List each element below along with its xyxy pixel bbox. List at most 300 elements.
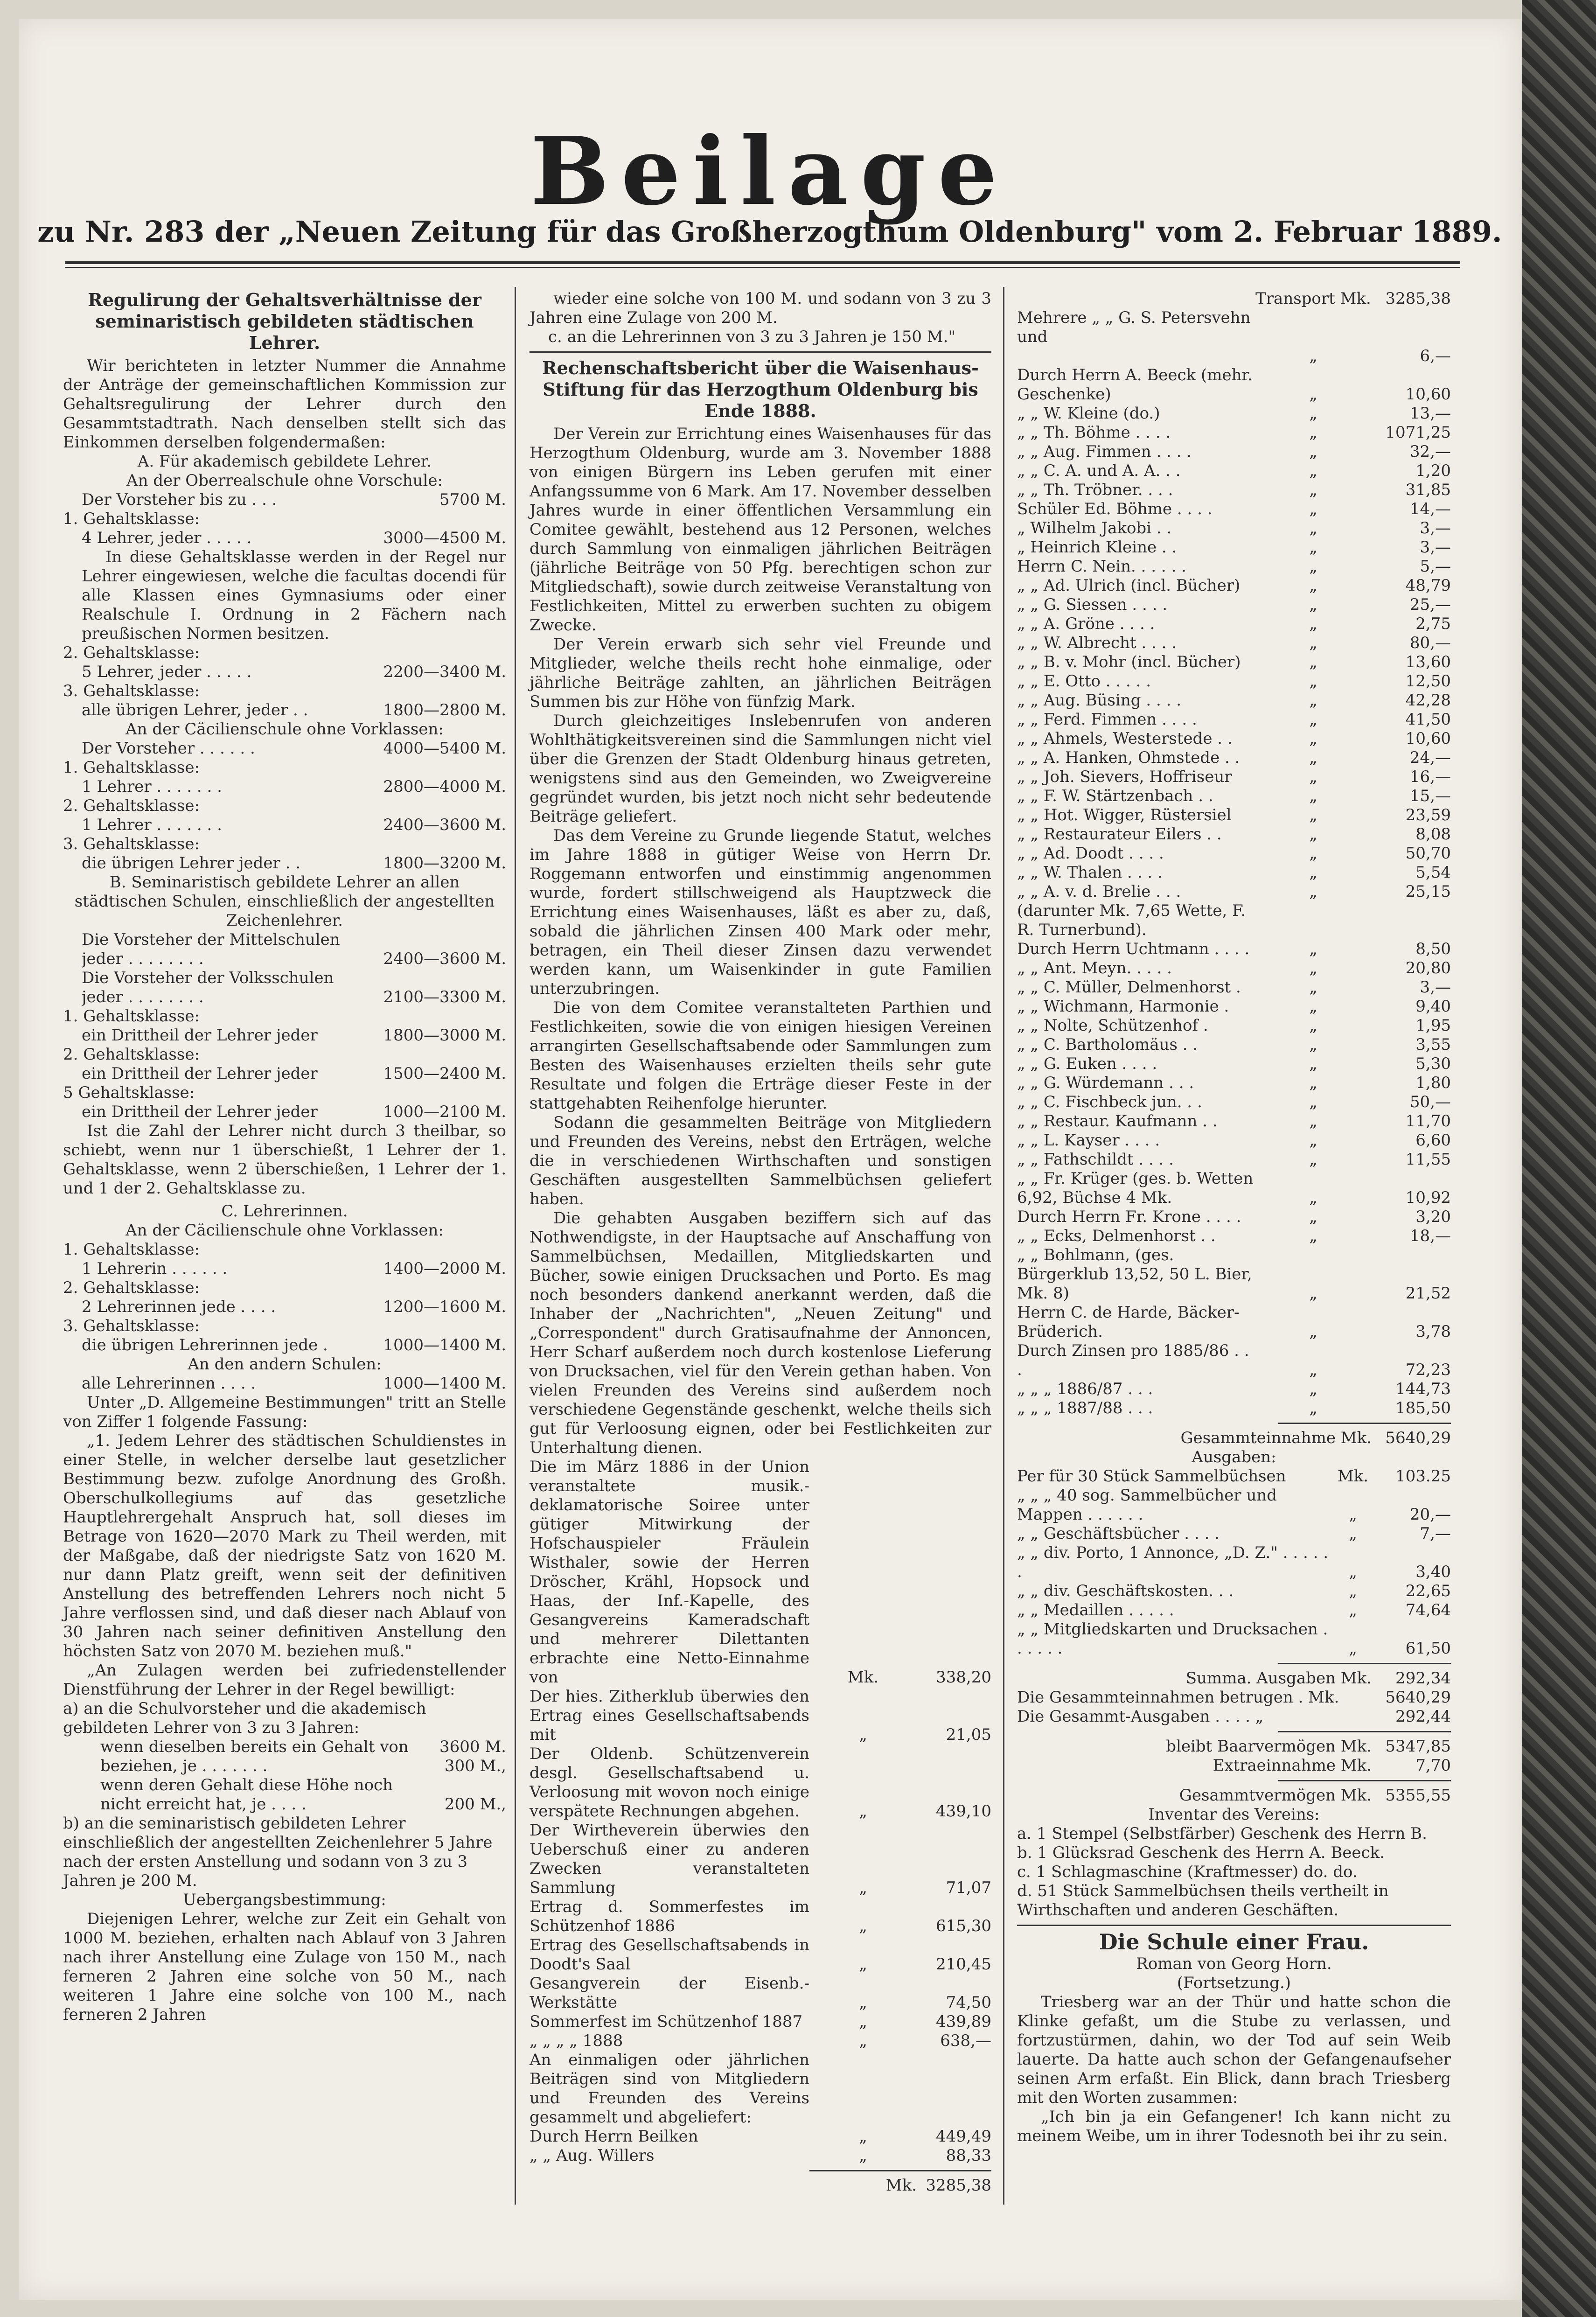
ledger-label: „ „ W. Kleine (do.) [1017,404,1160,423]
ledger-row [1017,1543,1451,1582]
ledger-amount: 23,59 [1405,806,1451,824]
income-entry [530,1821,991,1898]
total-row: Mk. 3285,38 [885,2176,991,2195]
ledger-label: „ „ C. Fischbeck jun. . . [1017,1093,1202,1111]
ledger-row [1017,1112,1451,1131]
ledger-label: „ „ Ahmels, Westerstede . . [1017,729,1233,748]
ledger-label: „ „ F. W. Stärtzenbach . . [1017,787,1213,805]
ledger-amount: 13,60 [1405,653,1451,671]
ledger-label: „ „ Mitgliedskarten und Drucksachen . . . . . . [1017,1620,1328,1658]
ledger-label: „ „ Ant. Meyn. . . . . [1017,959,1172,977]
ledger-row [1017,423,1451,442]
entry-amount: 71,07 [946,1878,991,1897]
ledger-amount: 42,28 [1405,691,1451,710]
ledger-amount: 41,50 [1405,710,1451,729]
article-heading-salaries: Regulirung der Gehaltsverhältnisse der seminaristisch gebildeten städtischen Lehrer. [88,289,481,353]
ledger-label: „ „ E. Otto . . . . . [1017,672,1151,691]
salary-class: 1. Gehaltsklasse: [63,1007,200,1026]
ledger-unit: „ [1309,1150,1317,1169]
donation-rows [1017,289,1451,1418]
section-subheading: An der Oberrealschule ohne Vorschule: [126,471,443,490]
ledger-amount: 22,65 [1405,1582,1451,1600]
ledger-row [1017,1467,1451,1486]
page-subtitle: zu Nr. 283 der „Neuen Zeitung für das Großherzogthum Oldenburg" vom 2. Februar 1889. [37,215,1502,249]
ledger-amount: 3,— [1420,519,1451,537]
entry-text: Ertrag d. Sommerfestes im Schützenhof 1886 [530,1898,809,1935]
ledger-row [1017,959,1451,978]
story-title: Die Schule einer Frau. [1099,1929,1369,1954]
paragraph: Die von dem Comitee veranstalteten Parthien und Festlichkeiten, sowie die von einigen hiesigen Vereinen arrangirten Gesellschaftsabende oder Sammlungen zum Besten des Waisenhauses erzielten theils sehr gute Resultate und folgen die Erträge dieser Feste in der stattgehabten Reihenfolge hierunter. [530,998,991,1113]
salary-text: wenn deren Gehalt diese Höhe noch [100,1776,393,1794]
income-entry [530,1898,991,1936]
ledger-unit: „ [1309,461,1317,480]
salary-class: 3. Gehaltsklasse: [63,682,200,700]
ledger-row [1017,1246,1451,1303]
ledger-amount: 5,54 [1415,863,1451,882]
entry-unit: „ [859,1725,867,1744]
entry-unit: „ [859,1878,867,1897]
entry-amount: 21,05 [946,1725,991,1744]
ledger-unit: „ [1309,1399,1317,1417]
entry-amount: 74,50 [946,1993,991,2012]
inventory-item: a. 1 Stempel (Selbstfärber) Geschenk des Herrn B. [1017,1824,1427,1843]
income-entry [530,1458,991,1687]
expense-total-row: Summa. Ausgaben Mk. 292,34 [1185,1669,1451,1688]
ledger-row [1017,1486,1451,1524]
ledger-row [1017,672,1451,691]
ledger-row [1017,1303,1451,1341]
ledger-label: „ „ W. Thalen . . . . [1017,863,1163,882]
ledger-amount: 25,— [1409,595,1451,614]
salary-class: 3. Gehaltsklasse: [63,1317,200,1335]
ledger-amount: 1,20 [1415,461,1451,480]
ledger-amount: 14,— [1409,500,1451,518]
salary-class: 3. Gehaltsklasse: [63,835,200,853]
entry-text: Gesangverein der Eisenb.-Werkstätte [530,1974,809,2012]
ledger-label: „ „ G. Euken . . . . [1017,1054,1157,1073]
income-entry [530,1974,991,2012]
ledger-label: „ „ Nolte, Schützenhof . [1017,1016,1208,1035]
divider [1278,1663,1451,1664]
ledger-row [1017,595,1451,614]
entry-text: Der Wirtheverein überwies den Ueberschuß einer zu anderen Zwecken veranstalteten Sammlung [530,1821,809,1897]
ledger-label: „ „ G. Würdemann . . . [1017,1074,1194,1092]
income-entry [530,2031,991,2051]
ledger-row [1017,538,1451,557]
ledger-unit: „ [1349,1563,1357,1581]
section-subheading: Uebergangsbestimmung: [183,1891,386,1909]
salary-row: ein Drittheil der Lehrer jeder 1800—3000 M. [82,1026,506,1045]
ledger-row [1017,882,1451,901]
section-subheading: An den andern Schulen: [188,1355,382,1374]
ledger-unit: „ [1309,672,1317,691]
ledger-row [1017,1620,1451,1658]
ledger-unit: „ [1309,519,1317,537]
ledger-amount: 9,40 [1415,997,1451,1016]
ledger-label: „ „ C. Bartholomäus . . [1017,1035,1198,1054]
ledger-amount: 11,55 [1405,1150,1451,1169]
paragraph: Ist die Zahl der Lehrer nicht durch 3 theilbar, so schiebt, wenn nur 1 überschießt, 1 Lehrer der 1. Gehaltsklasse, wenn 2 überschießen, 1 Lehrer der 1. und 1 der 2. Gehaltsklasse zu. [63,1122,506,1198]
entry-unit: „ [859,1917,867,1935]
ledger-amount: 3,40 [1415,1563,1451,1581]
ledger-row [1017,557,1451,576]
salary-class: 1. Gehaltsklasse: [63,509,200,528]
ledger-row [1017,1524,1451,1543]
ledger-unit: „ [1309,882,1317,901]
ledger-unit: „ [1309,748,1317,767]
ledger-unit: „ [1309,1054,1317,1073]
ledger-unit: „ [1349,1524,1357,1543]
income-entry [530,1745,991,1821]
paragraph: Der Verein zur Errichtung eines Waisenhauses für das Herzogthum Oldenburg, wurde am 3. November 1888 von einigen Bürgern ins Leben gerufen mit einer Anfangssumme von 6 Mark. Am 17. November desselben Jahres wurde in einer öffentlichen Versammlung ein Comitee gewählt, bestehend aus 12 Personen, welches durch Sammlung von einmaligen jährlichen Beiträgen (jährliche Beiträge von 50 Pfg. berechtigen schon zur Mitgliedschaft), sowie durch zeitweise Veranstaltung von Festlichkeiten, Mittel zu erwerben suchten zu obigem Zwecke. [530,425,991,635]
ledger-amount: 185,50 [1395,1399,1451,1417]
story-continuation: (Fortsetzung.) [1177,1974,1291,1992]
ledger-amount: 74,64 [1405,1601,1451,1619]
ledger-unit: „ [1309,1284,1317,1303]
ledger-amount: 21,52 [1405,1284,1451,1303]
ledger-label: „ „ Ad. Ulrich (incl. Bücher) [1017,576,1241,595]
section-heading: A. Für akademisch gebildete Lehrer. [137,452,432,471]
ledger-row [1017,787,1451,806]
ledger-row [1017,1074,1451,1093]
ledger-row [1017,1399,1451,1418]
paragraph: Die gehabten Ausgaben beziffern sich auf das Nothwendigste, in der Hauptsache auf Anschaffung von Sammelbüchsen, Medaillen, Mitgliedskarten und Bücher, sowie einigen Drucksachen und Porto. Es mag noch besonders dankend anerkannt werden, daß die Inhaber der „Nachrichten", „Neuen Zeitung" und „Correspondent" durch Gratisaufnahme der Annoncen, Herr Scharf außerdem noch durch kostenlose Lieferung von Drucksachen, viel für den Verein gethan haben. Von vielen Freunden des Vereins sind außerdem noch verschiedene Gegenstände geschenkt, welche theils sich gut für Verloosung eignen, oder bei Festlichkeiten zur Unterhaltung dienen. [530,1209,991,1457]
ledger-row [1017,576,1451,595]
inventory-item: d. 51 Stück Sammelbüchsen theils vertheilt in Wirthschaften und anderen Geschäften. [1017,1882,1389,1919]
salary-row: beziehen, je . . . . . . . 300 M., [100,1757,506,1775]
ledger-unit: „ [1309,940,1317,958]
ledger-label: „ „ B. v. Mohr (incl. Bücher) [1017,653,1241,671]
income-entry [530,1936,991,1974]
ledger-amount: 1,95 [1415,1016,1451,1035]
ledger-unit: „ [1309,806,1317,824]
ledger-unit: „ [1349,1601,1357,1619]
ledger-unit: „ [1309,1227,1317,1245]
salary-row: 2 Lehrerinnen jede . . . . 1200—1600 M. [82,1298,506,1316]
paragraph: „An Zulagen werden bei zufriedenstellender Dienstführung der Lehrer in der Regel bewilligt: [63,1661,506,1699]
ledger-unit: „ [1309,825,1317,844]
entry-unit: „ [859,1955,867,1974]
ledger-label: „ „ Ad. Doodt . . . . [1017,844,1164,863]
ledger-amount: 6,— [1420,347,1451,365]
entry-amount: 88,33 [946,2146,991,2165]
paragraph: Durch gleichzeitiges Inslebenrufen von anderen Wohlthätigkeitsvereinen sind die Sammlungen nicht viel über die Grenzen der Stadt Oldenburg hinaus getreten, wenigstens sind aus den Gemeinden, wo Zweigvereine gegründet wurden, bis jetzt noch nicht sehr bedeutende Beiträge geliefert. [530,712,991,826]
ledger-unit: „ [1309,1074,1317,1092]
salary-row: ein Drittheil der Lehrer jeder 1500—2400 M. [82,1064,506,1083]
salary-row: die übrigen Lehrer jeder . . 1800—3200 M. [82,854,506,872]
ledger-unit: „ [1309,1131,1317,1150]
entry-text: Sommerfest im Schützenhof 1887 [530,2012,803,2031]
ledger-row [1017,519,1451,538]
ledger-label: „ „ Aug. Büsing . . . . [1017,691,1182,710]
ledger-unit: „ [1309,768,1317,786]
ledger-unit: „ [1309,404,1317,423]
ledger-row [1017,825,1451,844]
entry-text: Die im März 1886 in der Union veranstaltete musik.-deklamatorische Soiree unter gütiger Mitwirkung der Hofschauspieler Fräulein Wisthaler, sowie der Herren Dröscher, Krähl, Hopsock und Haas, der Inf.-Kapelle, des Gesangvereins Kameradschaft und mehrerer Dilettanten erbrachte eine Netto-Einnahme von [530,1458,809,1687]
salary-row: ein Drittheil der Lehrer jeder 1000—2100 M. [82,1103,506,1121]
ledger-unit: „ [1309,500,1317,518]
ledger-row [1017,940,1451,959]
paragraph: a) an die Schulvorsteher und die akademisch gebildeten Lehrer von 3 zu 3 Jahren: [63,1699,426,1737]
ledger-label: Durch Herrn A. Beeck (mehr. Geschenke) [1017,366,1253,404]
column-2 [530,289,991,2195]
ledger-amount: 3,— [1420,978,1451,997]
cash-row: bleibt Baarvermögen Mk. 5347,85 [1166,1737,1451,1756]
section-heading: C. Lehrerinnen. [221,1202,348,1221]
section-subheading: An der Cäcilienschule ohne Vorklassen: [125,720,444,739]
ledger-label: „ „ Fathschildt . . . . [1017,1150,1174,1169]
assets-row: Gesammtvermögen Mk. 5355,55 [1179,1786,1451,1805]
ledger-label: „ „ L. Kayser . . . . [1017,1131,1160,1150]
ledger-unit: „ [1309,1112,1317,1131]
ledger-row [1017,863,1451,882]
ledger-unit: „ [1349,1639,1357,1658]
ledger-label: (darunter Mk. 7,65 Wette, F. R. Turnerbund). [1017,901,1246,939]
ledger-unit: „ [1309,1188,1317,1207]
salary-row: Der Vorsteher . . . . . . 4000—5400 M. [82,739,506,758]
ledger-unit: Transport Mk. [1255,289,1371,308]
ledger-unit: „ [1309,863,1317,882]
entry-text: Der hies. Zitherklub überwies den Ertrag eines Gesellschaftsabends mit [530,1687,809,1744]
ledger-amount: 31,85 [1405,481,1451,499]
ledger-unit: „ [1309,1322,1317,1341]
entry-unit: „ [859,2127,867,2146]
paragraph: Unter „D. Allgemeine Bestimmungen" tritt an Stelle von Ziffer 1 folgende Fassung: [63,1393,506,1431]
income-entry [530,2127,991,2146]
ledger-label: Herrn C. Nein. . . . . . [1017,557,1186,576]
salary-class: 2. Gehaltsklasse: [63,796,200,815]
ledger-unit: „ [1309,997,1317,1016]
paragraph: „1. Jedem Lehrer des städtischen Schuldienstes in einer Stelle, in welcher derselbe laut gesetzlicher Bestimmung bezw. zufolge Anordnung des Großh. Oberschulkollegiums auf das gesetzliche Hauptlehrergehalt Anspruch hat, soll dieses im Betrage von 1620—2070 Mark zu Theil werden, mit der Maßgabe, daß der niedrigste Satz von 1620 M. nur dann Platz greift, wenn seit der definitiven Anstellung des betreffenden Lehrers noch nicht 5 Jahre verflossen sind, und daß dieser nach Ablauf von 30 Jahren nach seiner definitiven Anstellung den höchsten Satz von 2070 M. beziehen muß." [63,1431,506,1661]
income-entry [530,2051,991,2127]
paragraph: Das dem Vereine zu Grunde liegende Statut, welches im Jahre 1888 in gütiger Weise von Herrn Dr. Roggemann entworfen und einstimmig angenommen wurde, fordert stillschweigend als Hauptzweck die Errichtung eines Waisenhauses, läßt es aber zu, daß, sobald die jährlichen Zinsen 400 Mark oder mehr, betragen, ein Theil dieser Zinsen dazu verwendet werden kann, um Waisenkinder in gute Familien unterzubringen. [530,826,991,998]
ledger-label: „ „ A. Gröne . . . . [1017,614,1155,633]
ledger-amount: 144,73 [1395,1380,1451,1398]
ledger-amount: 50,— [1409,1093,1451,1111]
ledger-unit: „ [1309,1361,1317,1379]
section-heading: B. Seminaristisch gebildete Lehrer an allen städtischen Schulen, einschließlich der angestellten Zeichenlehrer. [74,873,495,930]
header-rule-thick [65,261,1460,264]
ledger-amount: 61,50 [1405,1639,1451,1658]
ledger-unit: „ [1309,576,1317,595]
salary-row: 4 Lehrer, jeder . . . . . 3000—4500 M. [82,529,506,547]
ledger-row [1017,978,1451,997]
ledger-label: „ „ G. Siessen . . . . [1017,595,1168,614]
ledger-amount: 3,78 [1415,1322,1451,1341]
ledger-unit: „ [1309,347,1317,365]
story-author: Roman von Georg Horn. [1136,1954,1332,1973]
ledger-row [1017,748,1451,768]
salary-row: nicht erreicht hat, je . . . . 200 M., [100,1795,506,1814]
ledger-label: „ „ Restaurateur Eilers . . [1017,825,1222,844]
ledger-amount: 6,60 [1415,1131,1451,1150]
ledger-amount: 7,— [1420,1524,1451,1543]
entry-amount: 338,20 [936,1668,991,1687]
divider [1278,1731,1451,1732]
ledger-label: „ Heinrich Kleine . . [1017,538,1177,557]
ledger-label: „ „ W. Albrecht . . . . [1017,634,1177,652]
ledger-amount: 18,— [1409,1227,1451,1245]
ledger-row [1017,901,1451,940]
ledger-label: „ „ „ 1887/88 . . . [1017,1399,1153,1417]
column-3 [1017,289,1451,2146]
ledger-row [1017,1227,1451,1246]
ledger-unit: „ [1309,787,1317,805]
article-heading-orphanage: Rechenschaftsbericht über die Waisenhaus-Stiftung für das Herzogthum Oldenburg bis Ende 1888. [542,357,979,421]
total-income-row: Gesammteinnahme Mk. 5640,29 [1180,1429,1451,1447]
income-entry [530,2012,991,2031]
ledger-unit: „ [1309,1093,1317,1111]
ledger-label: „ „ Wichmann, Harmonie . [1017,997,1229,1016]
ledger-row [1017,1169,1451,1207]
ledger-amount: 80,— [1409,634,1451,652]
paragraph: „Ich bin ja ein Gefangener! Ich kann nicht zu meinem Weibe, um in ihrer Todesnoth bei ihr zu sein. [1017,2108,1451,2145]
salary-class: Die Vorsteher der Mittelschulen [82,930,340,949]
balance-row: Die Gesammt-Ausgaben . . . . „ 292,44 [1017,1707,1451,1726]
paragraph: Triesberg war an der Thür und hatte schon die Klinke gefaßt, um die Stube zu verlassen, und fortzustürmen, dahin, wo der Tod auf sein Weib lauerte. Da hatte auch schon der Gefangenaufseher seinen Arm erfaßt. Ein Blick, dann brach Triesberg mit den Worten zusammen: [1017,1993,1451,2107]
ledger-row [1017,461,1451,481]
paragraph: c. an die Lehrerinnen von 3 zu 3 Jahren je 150 M." [548,328,956,346]
ledger-label: „ „ Bohlmann, (ges. Bürgerklub 13,52, 50 L. Bier, Mk. 8) [1017,1246,1252,1303]
ledger-amount: 8,08 [1415,825,1451,844]
newspaper-page [19,19,1521,2300]
salary-row: 1 Lehrerin . . . . . . 1400—2000 M. [82,1259,506,1278]
ledger-row [1017,997,1451,1016]
ledger-row [1017,1150,1451,1169]
ledger-amount: 3285,38 [1385,289,1451,308]
ledger-amount: 25,15 [1405,882,1451,901]
ledger-amount: 1,80 [1415,1074,1451,1092]
ledger-unit: „ [1309,442,1317,461]
page-title: Beilage [530,117,1010,226]
paragraph: b) an die seminaristisch gebildeten Lehrer einschließlich der angestellten Zeichenlehrer 5 Jahre nach der ersten Anstellung und sodann von 3 zu 3 Jahren je 200 M. [63,1814,493,1890]
ledger-label: „ „ div. Geschäftskosten. . . [1017,1582,1234,1600]
ledger-row [1017,1207,1451,1227]
entry-unit: „ [859,2146,867,2165]
ledger-label: „ „ A. v. d. Brelie . . . [1017,882,1181,901]
ledger-row [1017,1035,1451,1054]
ledger-amount: 32,— [1409,442,1451,461]
ledger-amount: 15,— [1409,787,1451,805]
salary-row: die übrigen Lehrerinnen jede . 1000—1400 M. [82,1336,506,1354]
ledger-unit: „ [1309,538,1317,557]
ledger-amount: 72,23 [1405,1361,1451,1379]
ledger-label: „ „ Medaillen . . . . . [1017,1601,1174,1619]
ledger-label: „ „ Fr. Krüger (ges. b. Wetten 6,92, Büchse 4 Mk. [1017,1169,1254,1207]
ledger-amount: 10,60 [1405,385,1451,404]
entry-amount: 439,10 [936,1802,991,1821]
ledger-row [1017,614,1451,634]
ledger-amount: 20,— [1409,1505,1451,1524]
ledger-unit: „ [1309,1016,1317,1035]
entry-text: Der Oldenb. Schützenverein desgl. Gesellschaftsabend u. Verloosung mit wovon noch einige verspätete Rechnungen abgehen. [530,1745,809,1821]
ledger-amount: 24,— [1409,748,1451,767]
ledger-unit: „ [1309,729,1317,748]
entry-text: An einmaligen oder jährlichen Beiträgen sind von Mitgliedern und Freunden des Vereins gesammelt und abgeliefert: [530,2051,809,2127]
ledger-label: „ „ „ 40 sog. Sammelbücher und Mappen . . . . . . [1017,1486,1277,1524]
ledger-amount: 10,60 [1405,729,1451,748]
ledger-label: „ „ Th. Böhme . . . . [1017,423,1171,442]
entry-unit: „ [859,2031,867,2050]
ledger-amount: 3,— [1420,538,1451,557]
ledger-unit: „ [1309,423,1317,442]
income-entry [530,1687,991,1745]
paragraph: wieder eine solche von 100 M. und sodann von 3 zu 3 Jahren eine Zulage von 200 M. [530,289,991,327]
ledger-unit: „ [1309,634,1317,652]
ledger-amount: 13,— [1409,404,1451,423]
salary-row: 5 Lehrer, jeder . . . . . 2200—3400 M. [82,663,506,681]
ledger-label: Herrn C. de Harde, Bäcker-Brüderich. [1017,1303,1240,1341]
ledger-amount: 48,79 [1405,576,1451,595]
ledger-label: „ „ Restaur. Kaufmann . . [1017,1112,1218,1131]
ledger-unit: „ [1309,595,1317,614]
ledger-label: „ „ „ 1886/87 . . . [1017,1380,1153,1398]
ledger-row [1017,481,1451,500]
ledger-amount: 20,80 [1405,959,1451,977]
salary-class: 1. Gehaltsklasse: [63,1240,200,1259]
salary-class: 1. Gehaltsklasse: [63,758,200,777]
income-entries [530,1458,991,2165]
salary-row: jeder . . . . . . . . 2100—3300 M. [82,988,506,1006]
section-subheading: An der Cäcilienschule ohne Vorklassen: [125,1221,444,1240]
salary-row: jeder . . . . . . . . 2400—3600 M. [82,949,506,968]
ledger-amount: 3,55 [1415,1035,1451,1054]
ledger-label: Schüler Ed. Böhme . . . . [1017,500,1213,518]
salary-class: Die Vorsteher der Volksschulen [82,969,334,987]
ledger-row [1017,1341,1451,1380]
ledger-label: Per für 30 Stück Sammelbüchsen [1017,1467,1286,1486]
ledger-unit: „ [1309,959,1317,977]
ledger-label: „ „ Hot. Wigger, Rüstersiel [1017,806,1232,824]
ledger-row [1017,347,1451,366]
entry-amount: 210,45 [936,1955,991,1974]
ledger-amount: 5,— [1420,557,1451,576]
ledger-row [1017,366,1451,404]
ledger-amount: 16,— [1409,768,1451,786]
entry-text: Ertrag des Gesellschaftsabends in Doodt's Saal [530,1936,809,1974]
divider [1017,1925,1451,1926]
ledger-unit: „ [1349,1505,1357,1524]
ledger-amount: 2,75 [1415,614,1451,633]
book-spine-binding [1522,0,1596,2317]
ledger-unit: „ [1309,844,1317,863]
salary-row: alle Lehrerinnen . . . . 1000—1400 M. [82,1374,506,1393]
ledger-row [1017,289,1451,308]
ledger-unit: „ [1309,1207,1317,1226]
ledger-unit: Mk. [1337,1467,1369,1486]
ledger-row [1017,691,1451,710]
ledger-label: Durch Zinsen pro 1885/86 . . . [1017,1341,1249,1379]
ledger-label: „ „ Th. Tröbner. . . . [1017,481,1173,499]
column-divider-2 [1003,287,1004,2205]
ledger-row [1017,1601,1451,1620]
balance-row: Die Gesammteinnahmen betrugen . Mk. 5640,29 [1017,1688,1451,1707]
salary-class: 2. Gehaltsklasse: [63,1278,200,1297]
ledger-label: „ „ Joh. Sievers, Hoffriseur [1017,768,1232,786]
ledger-amount: 5,30 [1415,1054,1451,1073]
entry-unit: „ [859,2012,867,2031]
ledger-row [1017,806,1451,825]
entry-text: „ „ „ „ 1888 [530,2031,623,2050]
ledger-unit: „ [1309,978,1317,997]
ledger-amount: 50,70 [1405,844,1451,863]
ledger-row [1017,308,1451,347]
section-subheading: Ausgaben: [1192,1448,1276,1466]
paragraph: Der Verein erwarb sich sehr viel Freunde und Mitglieder, welche theils recht hohe einmalige, oder jährliche Beiträge zahlten, an jährlichen Beiträgen Summen bis zur Höhe von fünfzig Mark. [530,635,991,711]
ledger-unit: „ [1309,614,1317,633]
paragraph: Wir berichteten in letzter Nummer die Annahme der Anträge der gemeinschaftlichen Kommission zur Gehaltsregulirung der Lehrer durch den Gesammtstadtrath. Nach denselben stellt sich das Einkommen derselben folgendermaßen: [63,356,506,452]
entry-unit: „ [859,1993,867,2012]
